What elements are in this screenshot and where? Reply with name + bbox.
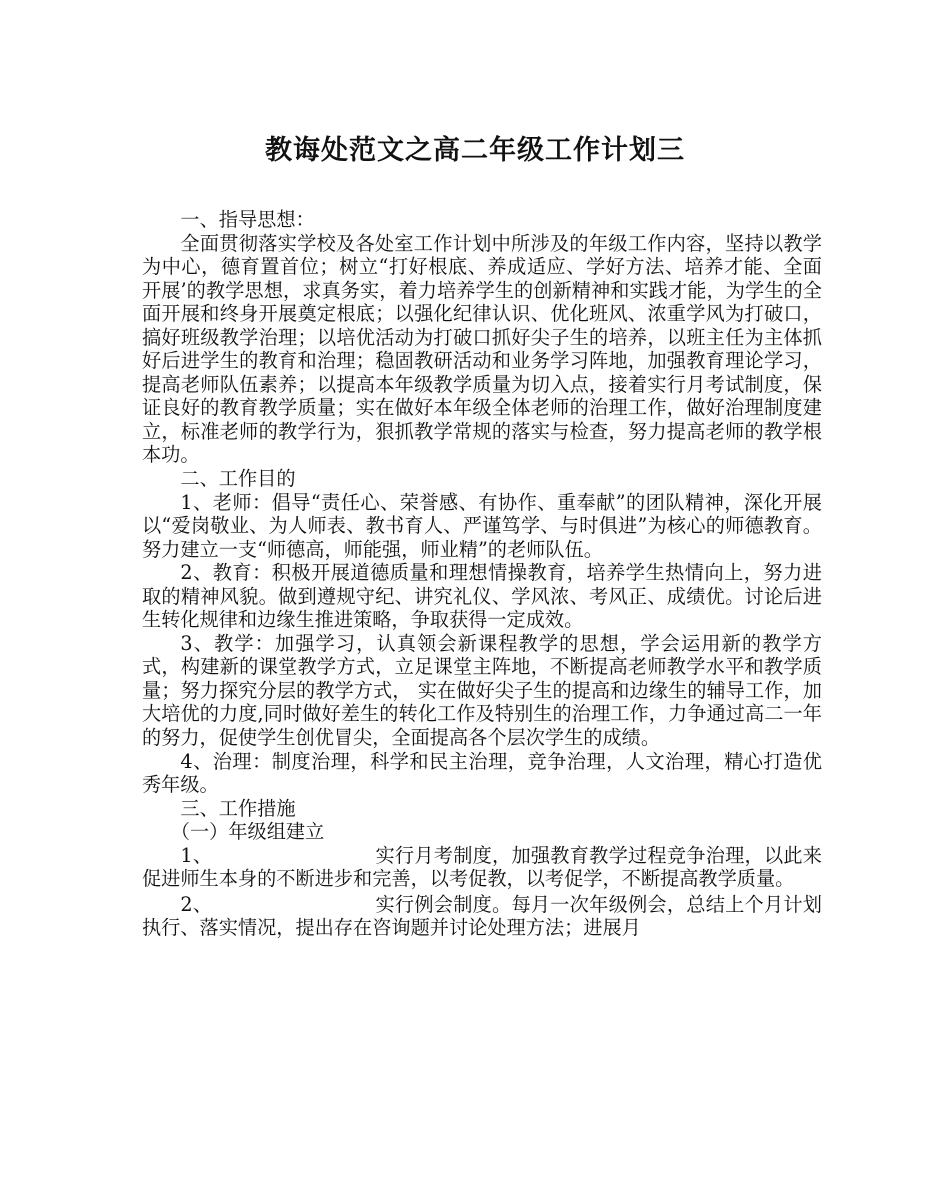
section-heading: 一、指导思想：: [180, 208, 315, 231]
paragraph: 1、老师：倡导“责任心、荣誉感、有协作、重奉献”的团队精神，深化开展以“爱岗敬业、为人师表、教书育人、严谨笃学、与时俱进”为核心的师德教育。努力建立一支“师德高，师能强，师业精”的老师队伍。: [142, 490, 822, 561]
paragraph: 全面贯彻落实学校及各处室工作计划中所涉及的年级工作内容，坚持以教学为中心，德育置首位；树立“打好根底、养成适应、学好方法、培养才能、全面开展’的教学思想，求真务实，着力培养学生的创新精神和实践才能，为学生的全面开展和终身开展奠定根底；以强化纪律认识、优化班风、浓重学风为打破口，搞好班级教学治理；以培优活动为打破口抓好尖子生的培养，以班主任为主体抓好后进学生的教育和治理；稳固教研活动和业务学习阵地，加强教育理论学习，提高老师队伍素养；以提高本年级教学质量为切入点，接着实行月考试制度，保证良好的教育教学质量；实在做好本年级全体老师的治理工作，做好治理制度建立，标准老师的教学行为，狠抓教学常规的落实与检查，努力提高老师的教学根本功。: [142, 231, 822, 467]
section-heading: 三、工作措施: [180, 796, 296, 820]
item-number: 2、: [180, 892, 213, 916]
section-heading: 二、工作目的: [180, 467, 296, 491]
numbered-item: [142, 844, 822, 891]
document-body: [142, 208, 822, 940]
item-number: 1、: [180, 843, 213, 867]
item-text: 实行月考制度，加强教育教学过程竞争治理，以此来促进师生本身的不断进步和完善，以考促教，以考促学，不断提高教学质量。: [142, 843, 822, 891]
paragraph: 4、治理：制度治理，科学和民主治理，竞争治理，人文治理，精心打造优秀年级。: [142, 749, 822, 797]
document-title: 教诲处范文之高二年级工作计划三: [265, 135, 685, 166]
item-text: 实行例会制度。每月一次年级例会，总结上个月计划执行、落实情况，提出存在咨询题并讨论处理方法；进展月: [142, 892, 822, 940]
numbered-item: [142, 893, 822, 940]
paragraph: 2、教育：积极开展道德质量和理想情操教育，培养学生热情向上，努力进取的精神风貌。做到遵规守纪、讲究礼仪、学风浓、考风正、成绩优。讨论后进生转化规律和边缘生推进策略，争取获得一定成效。: [142, 561, 822, 632]
subsection-heading: （一）年级组建立: [170, 820, 325, 844]
paragraph: 3、教学：加强学习，认真领会新课程教学的思想，学会运用新的教学方式，构建新的课堂教学方式，立足课堂主阵地，不断提高老师教学水平和教学质量；努力探究分层的教学方式， 实在做好尖子生的提高和边缘生的辅导工作，加大培优的力度,同时做好差生的转化工作及特别生的治理工作，力争通过高二一年的努力，促使学生创优冒尖，全面提高各个层次学生的成绩。: [142, 631, 822, 750]
